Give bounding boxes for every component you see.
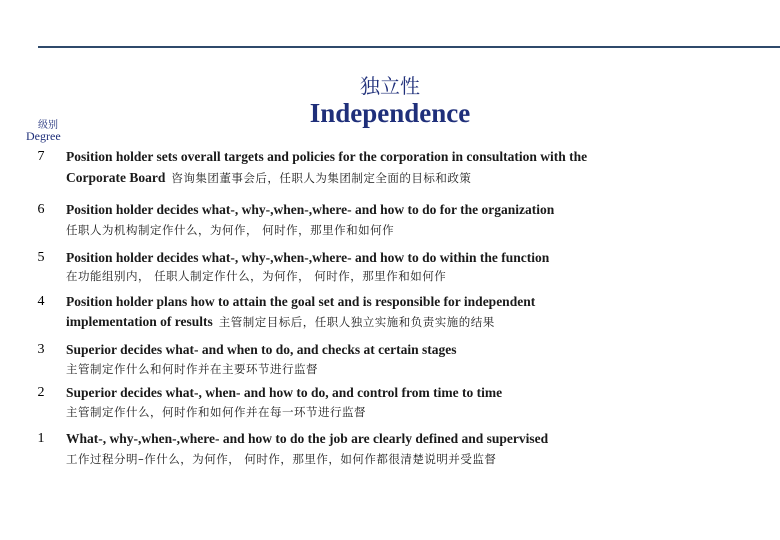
level-description: Position holder sets overall targets and policies for the corporation in consultation with the <box>66 149 588 164</box>
page-title-chinese: 独立性 <box>360 74 420 98</box>
level-number: 2 <box>37 385 45 400</box>
level-description-line2: implementation of results <box>66 314 213 329</box>
level-description-line2: Corporate Board <box>66 170 166 185</box>
top-rule <box>38 46 780 48</box>
level-description-chinese: 咨询集团董事会后，任职人为集团制定全面的目标和政策 <box>171 171 472 185</box>
level-description-chinese: 主管制定作什么和何时作并在主要环节进行监督 <box>66 362 318 376</box>
level-number: 6 <box>37 202 45 217</box>
level-number: 5 <box>37 250 45 265</box>
page-title: Independence <box>309 98 471 128</box>
level-description-chinese: 在功能组别内， 任职人制定作什么，为何作， 何时作，那里作和如何作 <box>66 269 447 283</box>
level-description: Position holder decides what-, why-,when-,where- and how to do for the organization <box>66 202 555 217</box>
level-description-cont <box>66 170 471 186</box>
degree-label: Degree <box>26 129 61 143</box>
level-number: 7 <box>37 149 45 164</box>
level-description: Superior decides what- and when to do, and checks at certain stages <box>66 342 457 357</box>
level-description-chinese: 主管制定目标后，任职人独立实施和负责实施的结果 <box>218 315 495 329</box>
degree-label-chinese: 级别 <box>38 120 58 131</box>
level-description-cont <box>66 314 495 330</box>
level-number: 4 <box>37 294 45 309</box>
level-number: 3 <box>37 342 45 357</box>
level-description: Superior decides what-, when- and how to do, and control from time to time <box>66 385 503 400</box>
level-description: What-, why-,when-,where- and how to do the job are clearly defined and supervised <box>66 431 549 446</box>
level-number: 1 <box>37 431 45 446</box>
level-description-chinese: 工作过程分明–作什么，为何作， 何时作，那里作，如何作都很清楚说明并受监督 <box>66 452 497 466</box>
level-description-chinese: 主管制定作什么，何时作和如何作并在每一环节进行监督 <box>66 405 366 419</box>
level-description-chinese: 任职人为机构制定作什么，为何作， 何时作，那里作和如何作 <box>66 223 395 237</box>
level-description: Position holder decides what-, why-,when-,where- and how to do within the function <box>66 250 550 265</box>
level-description: Position holder plans how to attain the goal set and is responsible for independent <box>66 294 536 309</box>
